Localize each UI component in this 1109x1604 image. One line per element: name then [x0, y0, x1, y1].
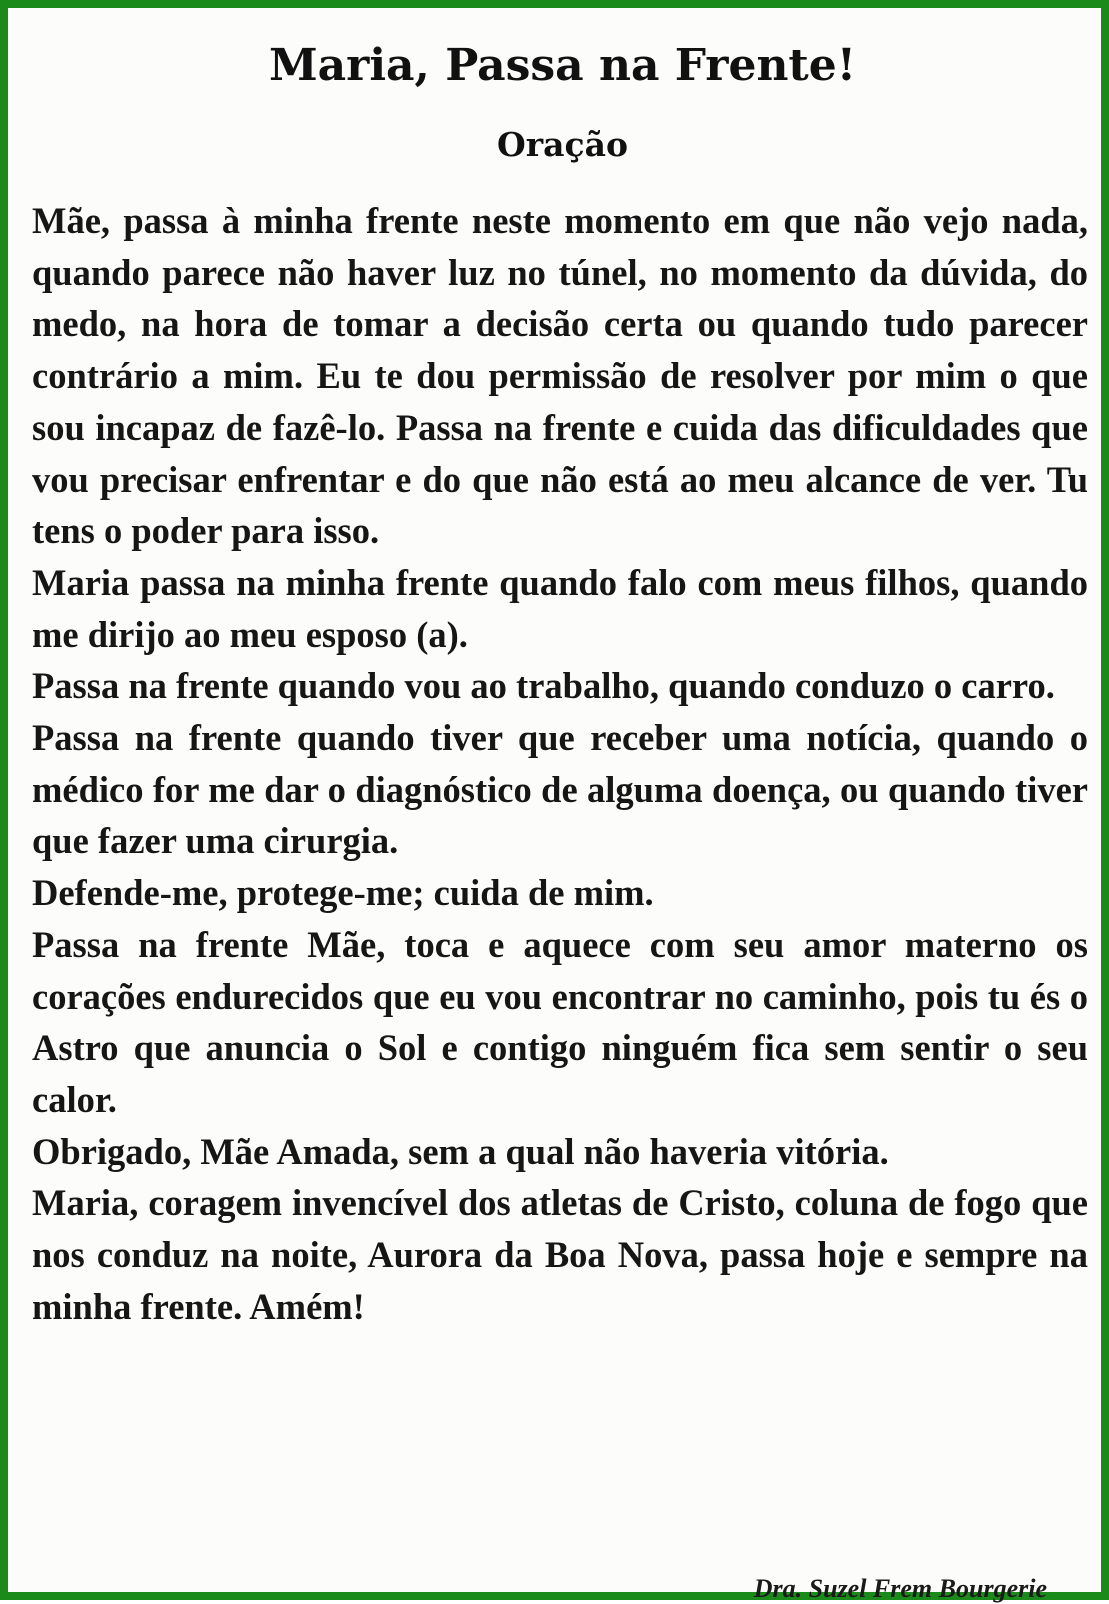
- paragraph-work: Passa na frente quando vou ao trabalho, quando conduzo o carro.: [32, 665, 1055, 707]
- document-subtitle: Oração: [496, 125, 628, 164]
- paragraph-love: Passa na frente Mãe, toca e aquece com seu amor materno os corações endurecidos que eu vou encontrar no caminho, pois tu és o Astro que anuncia o Sol e contigo ninguém fica sem sentir o seu calor.: [32, 923, 1088, 1120]
- paragraph-protect: Defende-me, protege-me; cuida de mim.: [32, 872, 654, 914]
- prayer-body: [32, 195, 1088, 1332]
- paragraph-thanks: Obrigado, Mãe Amada, sem a qual não haveria vitória.: [32, 1130, 889, 1172]
- paragraph-news: Passa na frente quando tiver que receber uma notícia, quando o médico for me dar o diagnóstico de alguma doença, ou quando tiver que fazer uma cirurgia.: [32, 717, 1088, 862]
- paragraph-closing: Maria, coragem invencível dos atletas de Cristo, coluna de fogo que nos conduz na noite, Aurora da Boa Nova, passa hoje e sempre na minha frente. Amém!: [32, 1182, 1088, 1327]
- paragraph-intro: Mãe, passa à minha frente neste momento em que não vejo nada, quando parece não haver luz no túnel, no momento da dúvida, do medo, na hora de tomar a decisão certa ou quando tudo parecer contrário a mim. Eu te dou permissão de resolver por mim o que sou incapaz de fazê-lo. Passa na frente e cuida das dificuldades que vou precisar enfrentar e do que não está ao meu alcance de ver. Tu tens o poder para isso.: [32, 200, 1088, 552]
- author-signature: Dra. Suzel Frem Bourgerie: [753, 1574, 1047, 1603]
- document-title: Maria, Passa na Frente!: [268, 40, 857, 91]
- paragraph-children: Maria passa na minha frente quando falo com meus filhos, quando me dirijo ao meu esposo (a).: [32, 561, 1088, 655]
